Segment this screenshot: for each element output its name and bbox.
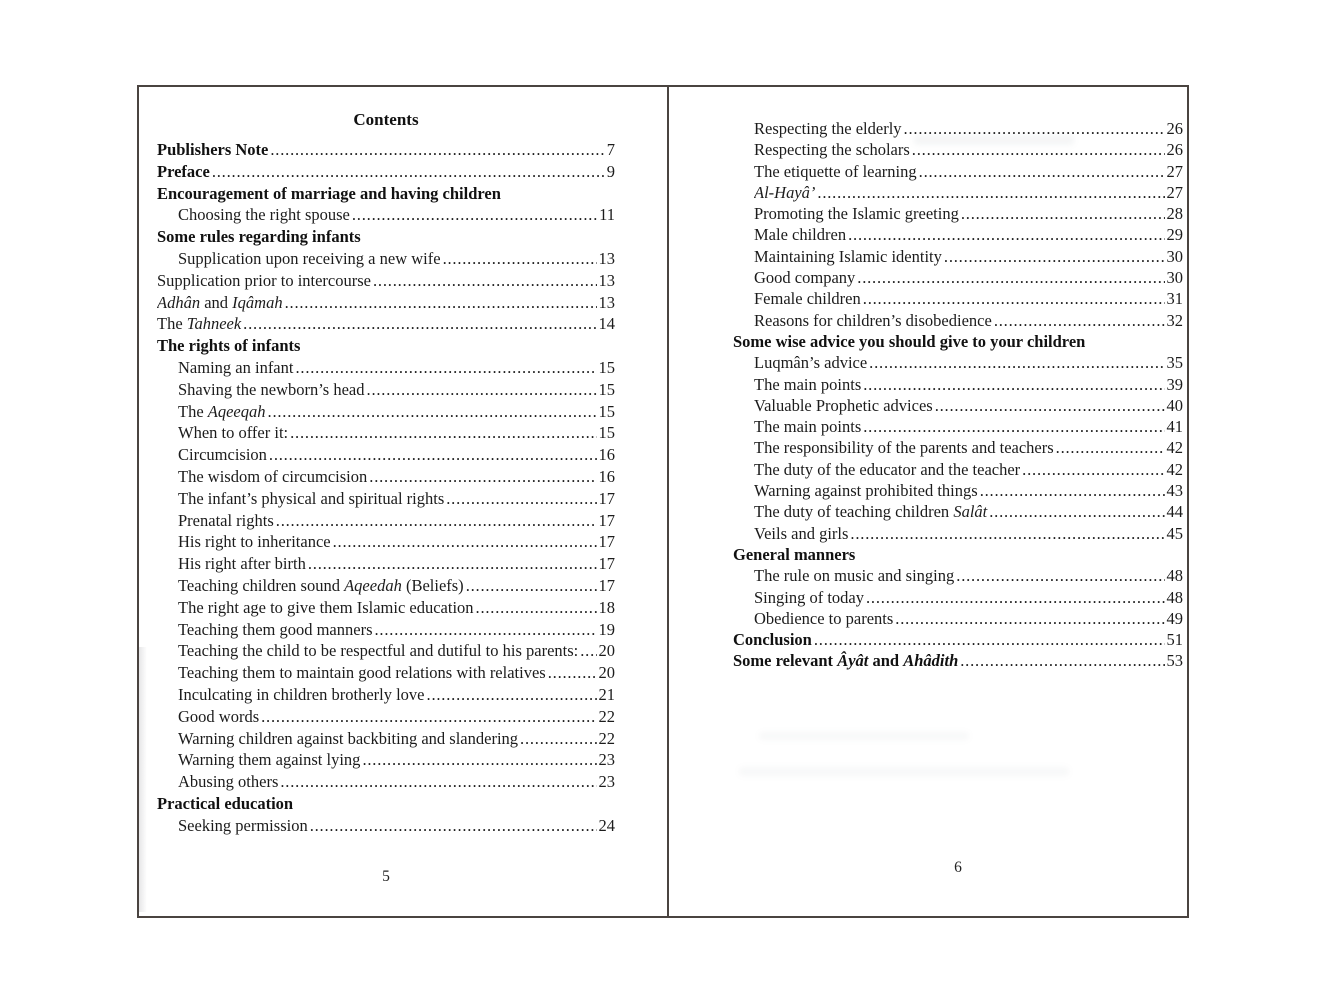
entry-page-number: 43 <box>1166 481 1183 501</box>
entry-page-number: 27 <box>1166 182 1183 202</box>
entry-title: The rights of infants <box>157 336 301 356</box>
toc-entry <box>733 587 1183 608</box>
entry-page-number: 20 <box>598 663 615 683</box>
entry-title: The right age to give them Islamic education <box>178 597 474 617</box>
entry-title: Teaching them good manners <box>178 619 373 639</box>
toc-entry <box>733 544 1183 565</box>
toc-entry <box>733 523 1183 544</box>
entry-page-number: 21 <box>598 684 615 704</box>
dot-leader <box>285 292 597 314</box>
dot-leader <box>848 224 1164 245</box>
dot-leader <box>212 161 605 183</box>
toc-entry <box>733 224 1183 245</box>
dot-leader <box>548 662 597 684</box>
entry-title: Encouragement of marriage and having children <box>157 183 501 203</box>
toc-entry <box>157 183 615 205</box>
entry-title: Naming an infant <box>178 357 294 377</box>
entry-page-number: 17 <box>598 510 615 530</box>
dot-leader <box>261 706 596 728</box>
toc-entry <box>733 437 1183 458</box>
toc-entry <box>157 401 615 423</box>
dot-leader <box>446 488 596 510</box>
entry-title: Warning them against lying <box>178 750 361 770</box>
entry-title: Teaching children sound Aqeedah (Beliefs) <box>178 575 464 595</box>
entry-page-number: 15 <box>598 357 615 377</box>
entry-page-number: 45 <box>1166 523 1183 543</box>
entry-title: Shaving the newborn’s head <box>178 379 365 399</box>
dot-leader <box>869 352 1164 373</box>
dot-leader <box>919 161 1165 182</box>
dot-leader <box>863 416 1164 437</box>
dot-leader <box>333 531 597 553</box>
toc-entry <box>157 597 615 619</box>
entry-page-number: 15 <box>598 423 615 443</box>
entry-page-number: 44 <box>1166 502 1183 522</box>
toc-entry <box>733 182 1183 203</box>
toc-entry <box>733 288 1183 309</box>
toc-entry <box>157 422 615 444</box>
dot-leader <box>863 374 1164 395</box>
dot-leader <box>857 267 1164 288</box>
entry-title: The Aqeeqah <box>178 401 266 421</box>
toc-entry <box>157 531 615 553</box>
toc-entry <box>733 608 1183 629</box>
entry-page-number: 20 <box>598 641 615 661</box>
entry-page-number: 15 <box>598 379 615 399</box>
entry-page-number: 30 <box>1166 246 1183 266</box>
entry-page-number: 22 <box>598 706 615 726</box>
entry-title: Adhân and Iqâmah <box>157 292 283 312</box>
bleed-through-artifact <box>759 732 969 740</box>
entry-page-number: 41 <box>1166 417 1183 437</box>
entry-title: Abusing others <box>178 772 279 792</box>
entry-page-number: 26 <box>1166 140 1183 160</box>
toc-entry <box>157 270 615 292</box>
entry-title: Good words <box>178 706 260 726</box>
entry-page-number: 27 <box>1166 161 1183 181</box>
dot-leader <box>290 422 596 444</box>
entry-title: Valuable Prophetic advices <box>754 395 933 415</box>
toc-entry <box>157 640 615 662</box>
dot-leader <box>280 771 596 793</box>
toc-entry <box>733 565 1183 586</box>
toc-entry <box>157 379 615 401</box>
dot-leader <box>1022 459 1164 480</box>
entry-title: Reasons for children’s disobedience <box>754 310 992 330</box>
contents-title: Contents <box>353 110 419 129</box>
entry-title: Supplication prior to intercourse <box>157 270 371 290</box>
entry-title: The duty of teaching children Salât <box>754 502 988 522</box>
entry-page-number: 11 <box>599 205 615 225</box>
toc-entry <box>157 488 615 510</box>
entry-title: The Tahneek <box>157 314 242 334</box>
toc-list-left <box>157 139 615 837</box>
entry-page-number: 7 <box>606 140 615 159</box>
entry-title: Warning children against backbiting and slandering <box>178 728 519 748</box>
dot-leader <box>295 357 596 379</box>
entry-page-number: 29 <box>1166 225 1183 245</box>
entry-page-number: 32 <box>1166 310 1183 330</box>
toc-entry <box>733 203 1183 224</box>
entry-title: Practical education <box>157 793 294 813</box>
dot-leader <box>375 619 597 641</box>
entry-page-number: 26 <box>1166 119 1183 138</box>
entry-page-number: 49 <box>1166 608 1183 628</box>
dot-leader <box>276 510 597 532</box>
dot-leader <box>994 310 1165 331</box>
dot-leader <box>268 401 597 423</box>
dot-leader <box>520 728 596 750</box>
entry-title: Promoting the Islamic greeting <box>754 204 959 224</box>
entry-page-number: 31 <box>1166 289 1183 309</box>
entry-title: Teaching them to maintain good relations with relatives <box>178 663 546 683</box>
entry-page-number: 23 <box>598 772 615 792</box>
dot-leader <box>895 608 1164 629</box>
entry-page-number: 42 <box>1166 438 1183 458</box>
entry-page-number: 13 <box>598 248 615 268</box>
dot-leader <box>1056 437 1165 458</box>
entry-title: Teaching the child to be respectful and dutiful to his parents: <box>178 641 579 661</box>
entry-title: Obedience to parents <box>754 608 894 628</box>
entry-title: Veils and girls <box>754 523 849 543</box>
toc-entry <box>157 771 615 793</box>
entry-title: Warning against prohibited things <box>754 481 978 501</box>
toc-entry <box>157 204 615 226</box>
entry-page-number: 17 <box>598 575 615 595</box>
dot-leader <box>443 248 597 270</box>
toc-entry <box>733 416 1183 437</box>
toc-entry <box>157 357 615 379</box>
entry-page-number: 17 <box>598 554 615 574</box>
toc-entry <box>733 267 1183 288</box>
entry-title: Choosing the right spouse <box>178 205 350 225</box>
toc-entry <box>157 248 615 270</box>
toc-entry <box>733 650 1183 671</box>
dot-leader <box>373 270 597 292</box>
entry-title: Seeking permission <box>178 815 308 835</box>
dot-leader <box>369 466 596 488</box>
toc-entry <box>157 662 615 684</box>
toc-entry <box>157 161 615 183</box>
entry-title: The rule on music and singing <box>754 566 955 586</box>
entry-title: The main points <box>754 417 862 437</box>
entry-title: Al-Hayâ’ <box>754 182 816 202</box>
toc-entry <box>733 459 1183 480</box>
dot-leader <box>310 815 597 837</box>
entry-page-number: 48 <box>1166 566 1183 586</box>
toc-entry <box>157 313 615 335</box>
entry-title: Singing of today <box>754 587 864 607</box>
entry-page-number: 18 <box>598 597 615 617</box>
toc-entry <box>733 310 1183 331</box>
entry-title: Preface <box>157 161 210 181</box>
entry-title: Male children <box>754 225 847 245</box>
entry-title: Inculcating in children brotherly love <box>178 684 425 704</box>
toc-entry <box>733 331 1183 352</box>
dot-leader <box>863 288 1165 309</box>
entry-page-number: 9 <box>606 161 615 181</box>
entry-title: His right to inheritance <box>178 532 331 552</box>
dot-leader <box>580 640 596 662</box>
entry-page-number: 16 <box>598 445 615 465</box>
entry-title: Prenatal rights <box>178 510 274 530</box>
entry-title: Some relevant Âyât and Ahâdith <box>733 651 959 671</box>
toc-entry <box>733 246 1183 267</box>
toc-entry <box>157 335 615 357</box>
entry-page-number: 22 <box>598 728 615 748</box>
toc-page-left <box>139 87 667 916</box>
entry-title: Conclusion <box>733 630 812 650</box>
toc-entry <box>157 292 615 314</box>
dot-leader <box>269 444 597 466</box>
entry-title: Respecting the elderly <box>754 119 902 138</box>
dot-leader <box>961 203 1165 224</box>
entry-title: The infant’s physical and spiritual rights <box>178 488 445 508</box>
entry-title: The responsibility of the parents and teachers <box>754 438 1054 458</box>
dot-leader <box>850 523 1164 544</box>
entry-page-number: 39 <box>1166 374 1183 394</box>
entry-title: Circumcision <box>178 445 267 465</box>
entry-title: Maintaining Islamic identity <box>754 246 942 266</box>
entry-title: Publishers Note <box>157 140 269 159</box>
toc-entry <box>157 793 615 815</box>
entry-page-number: 23 <box>598 750 615 770</box>
entry-page-number: 51 <box>1166 630 1183 650</box>
dot-leader <box>308 553 597 575</box>
dot-leader <box>243 313 596 335</box>
dot-leader <box>367 379 597 401</box>
entry-page-number: 42 <box>1166 459 1183 479</box>
entry-page-number: 14 <box>598 314 615 334</box>
entry-title: The etiquette of learning <box>754 161 917 181</box>
dot-leader <box>956 565 1164 586</box>
toc-entry <box>733 395 1183 416</box>
toc-entry <box>157 706 615 728</box>
dot-leader <box>270 139 604 161</box>
page-number-left: 5 <box>382 868 390 885</box>
entry-title: Good company <box>754 268 856 288</box>
entry-page-number: 17 <box>598 532 615 552</box>
entry-title: The wisdom of circumcision <box>178 466 368 486</box>
entry-page-number: 19 <box>598 619 615 639</box>
entry-title: The main points <box>754 374 862 394</box>
entry-page-number: 17 <box>598 488 615 508</box>
dot-leader <box>476 597 597 619</box>
toc-list-right <box>733 118 1183 672</box>
toc-entry <box>157 749 615 771</box>
entry-page-number: 13 <box>598 270 615 290</box>
dot-leader <box>362 749 596 771</box>
entry-title: The duty of the educator and the teacher <box>754 459 1021 479</box>
bleed-through-artifact <box>914 135 1074 145</box>
entry-title: Supplication upon receiving a new wife <box>178 248 441 268</box>
entry-page-number: 15 <box>598 401 615 421</box>
entry-page-number: 35 <box>1166 353 1183 373</box>
toc-entry <box>157 553 615 575</box>
entry-title: Luqmân’s advice <box>754 353 868 373</box>
dot-leader <box>960 650 1164 671</box>
toc-entry <box>733 501 1183 522</box>
entry-page-number: 13 <box>598 292 615 312</box>
entry-page-number: 53 <box>1166 651 1183 671</box>
toc-page-right <box>667 87 1190 916</box>
dot-leader <box>980 480 1165 501</box>
toc-entry <box>157 226 615 248</box>
dot-leader <box>466 575 597 597</box>
toc-entry <box>157 815 615 837</box>
entry-title: General manners <box>733 544 856 564</box>
dot-leader <box>817 182 1164 203</box>
dot-leader <box>814 629 1165 650</box>
toc-entry <box>157 684 615 706</box>
entry-page-number: 40 <box>1166 395 1183 415</box>
page-number-right: 6 <box>954 859 962 876</box>
entry-page-number: 30 <box>1166 268 1183 288</box>
entry-page-number: 48 <box>1166 587 1183 607</box>
entry-title: Female children <box>754 289 861 309</box>
toc-entry <box>157 466 615 488</box>
entry-page-number: 24 <box>598 815 615 835</box>
dot-leader <box>935 395 1165 416</box>
toc-entry <box>157 575 615 597</box>
entry-page-number: 16 <box>598 466 615 486</box>
toc-entry <box>733 629 1183 650</box>
scan-edge-shadow <box>139 647 147 912</box>
entry-title: Some wise advice you should give to your children <box>733 331 1086 351</box>
toc-entry <box>157 444 615 466</box>
entry-title: Respecting the scholars <box>754 140 910 160</box>
entry-page-number: 28 <box>1166 204 1183 224</box>
dot-leader <box>352 204 597 226</box>
toc-entry <box>733 480 1183 501</box>
dot-leader <box>866 587 1165 608</box>
entry-title: His right after birth <box>178 554 306 574</box>
toc-entry <box>733 161 1183 182</box>
entry-title: Some rules regarding infants <box>157 227 361 247</box>
toc-entry <box>157 510 615 532</box>
toc-entry <box>157 619 615 641</box>
dot-leader <box>427 684 597 706</box>
toc-entry <box>157 139 615 161</box>
page-frame <box>137 85 1189 918</box>
toc-entry <box>733 374 1183 395</box>
dot-leader <box>989 501 1164 522</box>
dot-leader <box>944 246 1165 267</box>
toc-entry <box>733 352 1183 373</box>
toc-entry <box>157 728 615 750</box>
entry-title: When to offer it: <box>178 423 289 443</box>
bleed-through-artifact <box>739 767 1069 776</box>
